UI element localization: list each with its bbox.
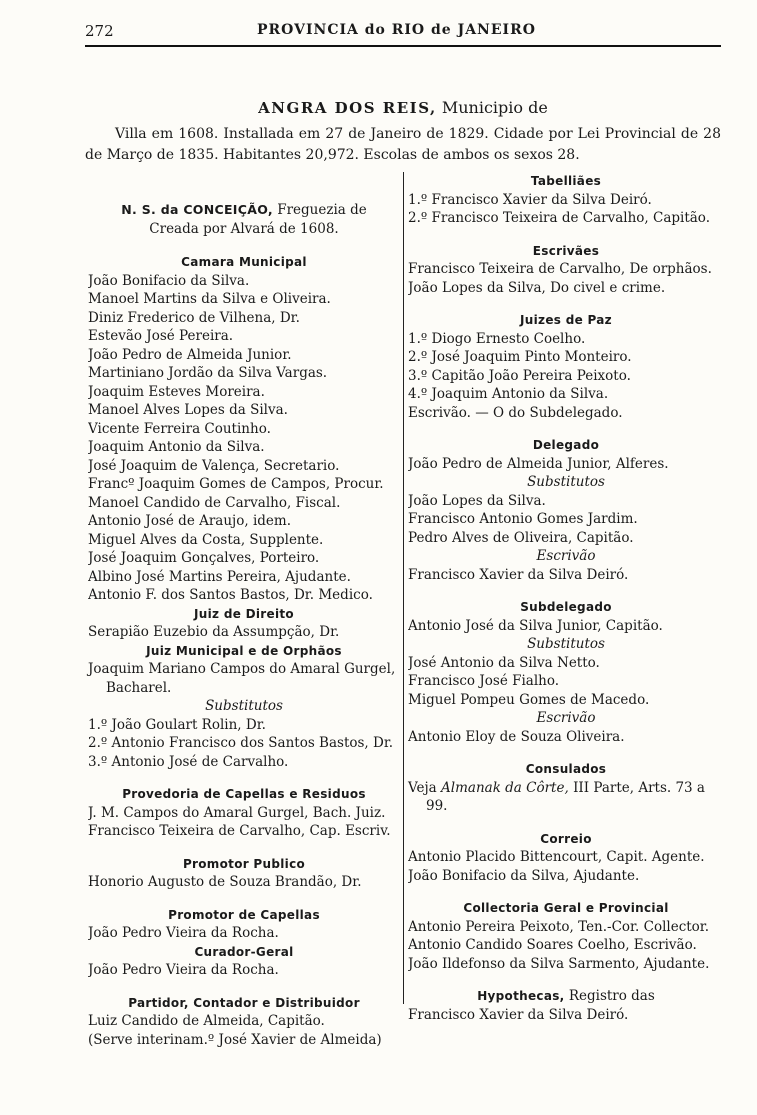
subdelegado-substitutos-label: Substitutos	[527, 636, 605, 652]
camara-member: Albino José Martins Pereira, Ajudante.	[88, 568, 351, 585]
camara-member: Antonio F. dos Santos Bastos, Dr. Medico.	[88, 587, 373, 603]
promotor-capellas-title: Promotor de Capellas	[168, 907, 320, 922]
description-text: Villa em 1608. Installada em 27 de Janeiro de 1829. Cidade por Lei Provincial de 28 de Março de 1835. Habitantes 20,972. Escolas de ambos os sexos 28.	[85, 126, 721, 163]
provedoria-lines	[88, 804, 400, 841]
camara-member: Joaquim Antonio da Silva.	[88, 439, 265, 455]
collectoria-item: Antonio Candido Soares Coelho, Escrivão.	[408, 937, 697, 953]
juiz-direito-title: Juiz de Direito	[194, 606, 294, 621]
header-rule	[85, 45, 721, 47]
camara-member: Vicente Ferreira Coutinho.	[88, 420, 271, 437]
camara-member: Antonio José de Araujo, idem.	[88, 513, 291, 529]
consulados-title: Consulados	[525, 762, 607, 776]
juiz-municipal-substitutos	[88, 716, 400, 772]
collectoria-list	[408, 918, 724, 974]
camara-member: João Pedro de Almeida Junior.	[88, 346, 292, 363]
hypothecas-name: Francisco Xavier da Silva Deiró.	[408, 1006, 629, 1023]
collectoria-item: João Ildefonso da Silva Sarmento, Ajudante.	[408, 955, 710, 972]
subdelegado-name: Antonio José da Silva Junior, Capitão.	[408, 617, 663, 634]
collectoria-item: Antonio Pereira Peixoto, Ten.-Cor. Collector.	[408, 918, 710, 935]
promotor-publico-title: Promotor Publico	[182, 856, 306, 871]
substituto-item: 1.º João Goulart Rolin, Dr.	[88, 716, 266, 733]
correio-item: Antonio Placido Bittencourt, Capit. Agente.	[408, 849, 705, 865]
delegado-escrivao: Francisco Xavier da Silva Deiró.	[408, 566, 629, 583]
subdelegado-escrivao-label: Escrivão	[536, 710, 596, 726]
hypothecas-suffix: Registro das	[568, 988, 655, 1004]
tabelliaes-title: Tabelliães	[530, 174, 602, 188]
juiz-paz-item: 2.º José Joaquim Pinto Monteiro.	[408, 349, 632, 365]
curador-name: João Pedro Vieira da Rocha.	[88, 962, 279, 978]
correio-title: Correio	[540, 831, 592, 846]
collectoria-title: Collectoria Geral e Provincial	[463, 901, 669, 915]
juizes-paz-title: Juizes de Paz	[520, 313, 612, 327]
juiz-paz-item: Escrivão. — O do Subdelegado.	[408, 404, 623, 421]
delegado-title: Delegado	[532, 438, 600, 452]
provedoria-title: Provedoria de Capellas e Residuos	[122, 787, 366, 801]
subdelegado-escrivao: Antonio Eloy de Souza Oliveira.	[408, 728, 625, 745]
partidor-line: (Serve interinam.º José Xavier de Almeida)	[88, 1031, 382, 1048]
page-header	[85, 22, 721, 46]
tabelliaes-list	[408, 191, 724, 228]
promotor-capellas-name: João Pedro Vieira da Rocha.	[88, 925, 279, 941]
escrivaes-list	[408, 260, 724, 297]
substituto-item: Francisco José Fialho.	[408, 673, 560, 689]
correio-list	[408, 848, 724, 885]
juiz-municipal-substitutos-label: Substitutos	[205, 698, 283, 714]
camara-members	[88, 272, 400, 605]
delegado-name: João Pedro de Almeida Junior, Alferes.	[408, 455, 669, 472]
subdelegado-substitutos	[408, 654, 724, 710]
camara-member: José Joaquim de Valença, Secretario.	[88, 457, 340, 474]
partidor-lines	[88, 1012, 400, 1049]
freguezia-name: N. S. da CONCEIÇÃO,	[121, 202, 273, 217]
partidor-title: Partidor, Contador e Distribuidor	[128, 995, 360, 1010]
camara-member: João Bonifacio da Silva.	[88, 272, 250, 289]
column-divider	[403, 172, 404, 1004]
partidor-line: Luiz Candido de Almeida, Capitão.	[88, 1013, 325, 1029]
curador-title: Curador-Geral	[194, 944, 294, 959]
camara-member: Francº Joaquim Gomes de Campos, Procur.	[88, 476, 384, 492]
escrivao-item: Francisco Teixeira de Carvalho, De orphãos.	[408, 261, 712, 277]
promotor-publico-name: Honorio Augusto de Souza Brandão, Dr.	[88, 874, 362, 890]
camara-member: Martiniano Jordão da Silva Vargas.	[88, 365, 328, 381]
municipality-heading	[85, 98, 721, 117]
consulados-text	[408, 779, 724, 816]
substituto-item: Pedro Alves de Oliveira, Capitão.	[408, 529, 634, 546]
page-number: 272	[85, 22, 114, 40]
substituto-item: 3.º Antonio José de Carvalho.	[88, 753, 289, 770]
left-column	[88, 172, 400, 1049]
juiz-paz-item: 4.º Joaquim Antonio da Silva.	[408, 386, 609, 402]
camara-member: Joaquim Esteves Moreira.	[88, 383, 265, 400]
correio-item: João Bonifacio da Silva, Ajudante.	[408, 867, 640, 884]
consulados-suffix: III Parte, Arts. 73 a 99.	[426, 779, 705, 814]
delegado-substitutos-label: Substitutos	[527, 474, 605, 490]
camara-member: Manoel Candido de Carvalho, Fiscal.	[88, 494, 341, 511]
delegado-substitutos	[408, 492, 724, 548]
consulados-ref: Almanak da Côrte,	[441, 779, 569, 796]
municipality-name: ANGRA DOS REIS,	[258, 99, 437, 117]
escrivaes-title: Escrivães	[532, 243, 600, 258]
juiz-direito-name: Serapião Euzebio da Assumpção, Dr.	[88, 624, 340, 640]
subdelegado-title: Subdelegado	[520, 600, 612, 614]
juiz-paz-item: 1.º Diogo Ernesto Coelho.	[408, 330, 586, 347]
juiz-municipal-title: Juiz Municipal e de Orphãos	[146, 643, 342, 658]
municipality-suffix: Municipio de	[441, 98, 548, 117]
running-title: PROVINCIA do RIO de JANEIRO	[257, 22, 536, 38]
substituto-item: Francisco Antonio Gomes Jardim.	[408, 511, 638, 527]
camara-member: José Joaquim Gonçalves, Porteiro.	[88, 550, 320, 566]
freguezia-heading	[88, 200, 400, 239]
substituto-item: 2.º Antonio Francisco dos Santos Bastos, Dr.	[88, 735, 394, 751]
juiz-paz-item: 3.º Capitão João Pereira Peixoto.	[408, 367, 631, 384]
camara-member: Manoel Martins da Silva e Oliveira.	[88, 291, 331, 307]
camara-member: Estevão José Pereira.	[88, 328, 234, 344]
delegado-escrivao-label: Escrivão	[536, 548, 596, 564]
substituto-item: José Antonio da Silva Netto.	[408, 654, 600, 671]
consulados-prefix: Veja	[408, 779, 437, 796]
tabelliao-item: 1.º Francisco Xavier da Silva Deiró.	[408, 191, 652, 208]
camara-member: Manoel Alves Lopes da Silva.	[88, 402, 288, 418]
juizes-paz-list	[408, 330, 724, 423]
camara-member: Miguel Alves da Costa, Supplente.	[88, 531, 324, 548]
provedoria-line: J. M. Campos do Amaral Gurgel, Bach. Juiz.	[88, 804, 386, 821]
hypothecas-heading	[408, 987, 724, 1006]
substituto-item: João Lopes da Silva.	[408, 492, 546, 509]
freguezia-creation: Creada por Alvará de 1608.	[149, 221, 339, 237]
freguezia-desc: Freguezia de	[277, 202, 367, 218]
tabelliao-item: 2.º Francisco Teixeira de Carvalho, Capitão.	[408, 210, 710, 226]
juiz-municipal-name: Joaquim Mariano Campos do Amaral Gurgel, Bacharel.	[88, 661, 396, 696]
escrivao-item: João Lopes da Silva, Do civel e crime.	[408, 279, 666, 296]
provedoria-line: Francisco Teixeira de Carvalho, Cap. Escriv.	[88, 823, 391, 839]
hypothecas-title: Hypothecas,	[477, 989, 565, 1003]
substituto-item: Miguel Pompeu Gomes de Macedo.	[408, 691, 650, 708]
right-column	[408, 172, 724, 1024]
camara-title: Camara Municipal	[181, 255, 307, 269]
camara-member: Diniz Frederico de Vilhena, Dr.	[88, 309, 300, 326]
municipality-description	[85, 124, 721, 166]
